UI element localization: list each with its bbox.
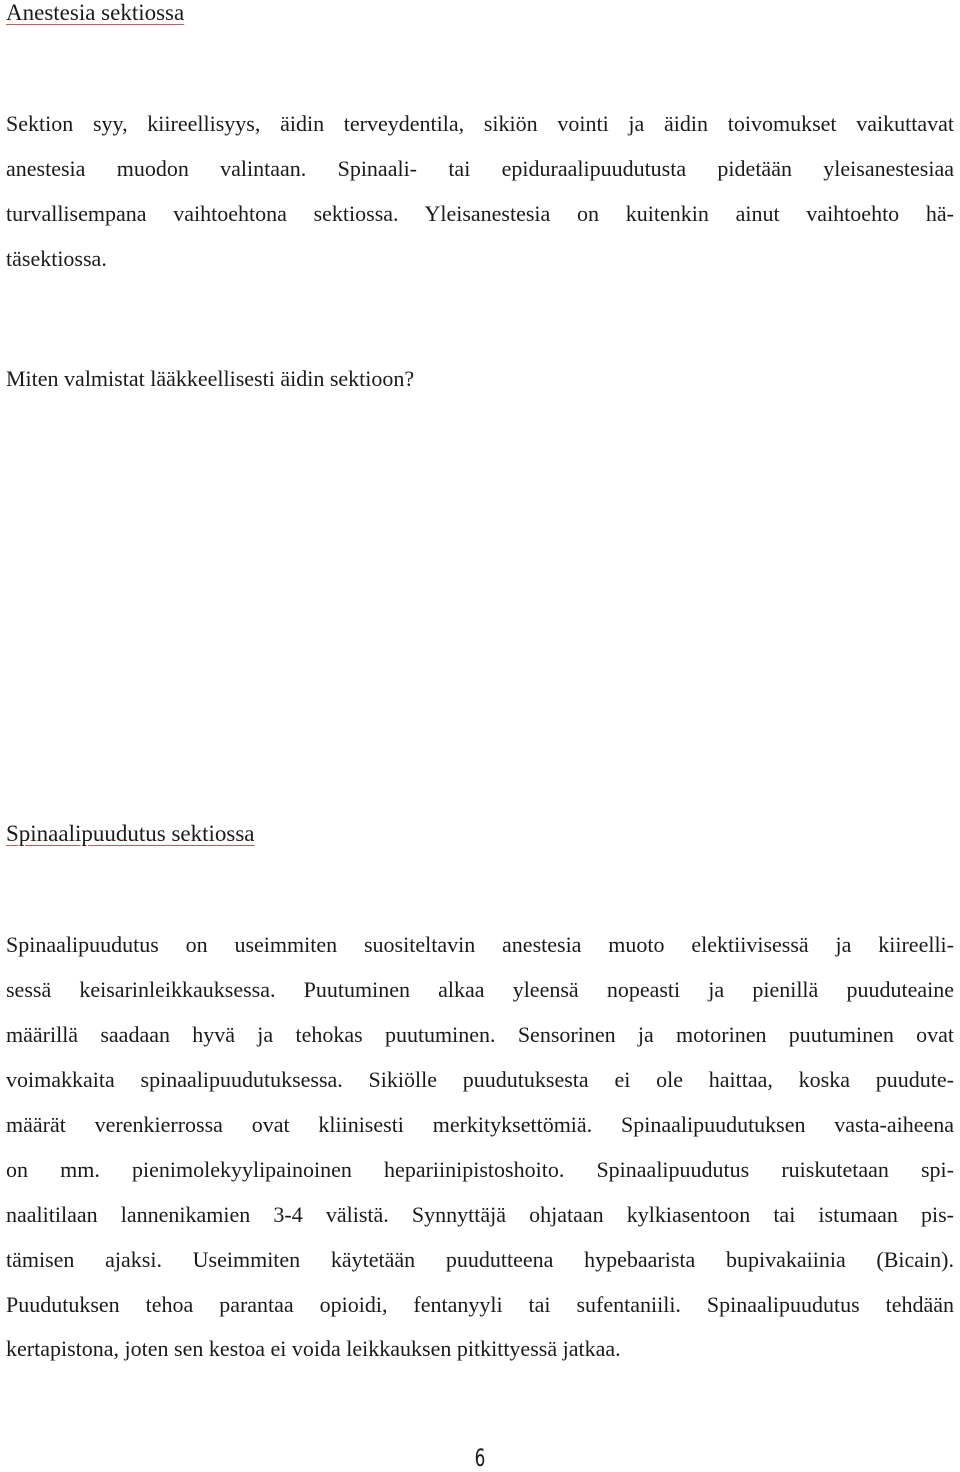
paragraph-line: turvallisempana vaihtoehtona sektiossa. Yleisanestesia on kuitenkin ainut vaihtoehto hä- (6, 201, 954, 226)
paragraph-line: tämisen ajaksi. Useimmiten käytetään puudutteena hypebaarista bupivakaiinia (Bicain). (6, 1247, 954, 1272)
section-heading-anestesia: Anestesia sektiossa (6, 0, 185, 25)
paragraph-line: täsektiossa. (6, 246, 107, 271)
paragraph-line: voimakkaita spinaalipuudutuksessa. Sikiölle puudutuksesta ei ole haittaa, koska puudute- (6, 1067, 954, 1092)
paragraph-line: anestesia muodon valintaan. Spinaali- tai epiduraalipuudutusta pidetään yleisanestesiaa (6, 156, 954, 181)
paragraph-line: sessä keisarinleikkauksessa. Puutuminen alkaa yleensä nopeasti ja pienillä puuduteaine (6, 977, 954, 1002)
paragraph-line: on mm. pienimolekyylipainoinen hepariinipistoshoito. Spinaalipuudutus ruiskutetaan spi- (6, 1157, 954, 1182)
section-heading-spinaalipuudutus: Spinaalipuudutus sektiossa (6, 821, 255, 846)
question-line: Miten valmistat lääkkeellisesti äidin sektioon? (6, 366, 415, 391)
paragraph-line: määrillä saadaan hyvä ja tehokas puutuminen. Sensorinen ja motorinen puutuminen ovat (6, 1022, 954, 1047)
paragraph-line: naalitilaan lannenikamien 3-4 välistä. Synnyttäjä ohjataan kylkiasentoon tai istumaan pis- (6, 1202, 954, 1227)
paragraph-line: Spinaalipuudutus on useimmiten suositeltavin anestesia muoto elektiivisessä ja kiireelli- (6, 932, 954, 957)
page-number: 6 (474, 1444, 486, 1472)
paragraph-line: Puudutuksen tehoa parantaa opioidi, fentanyyli tai sufentaniili. Spinaalipuudutus tehdään (6, 1292, 954, 1317)
paragraph-line: kertapistona, joten sen kestoa ei voida leikkauksen pitkittyessä jatkaa. (6, 1336, 621, 1361)
paragraph-line: Sektion syy, kiireellisyys, äidin terveydentila, sikiön vointi ja äidin toivomukset vaikuttavat (6, 111, 954, 136)
paragraph-line: määrät verenkierrossa ovat kliinisesti merkityksettömiä. Spinaalipuudutuksen vasta-aiheena (6, 1112, 954, 1137)
